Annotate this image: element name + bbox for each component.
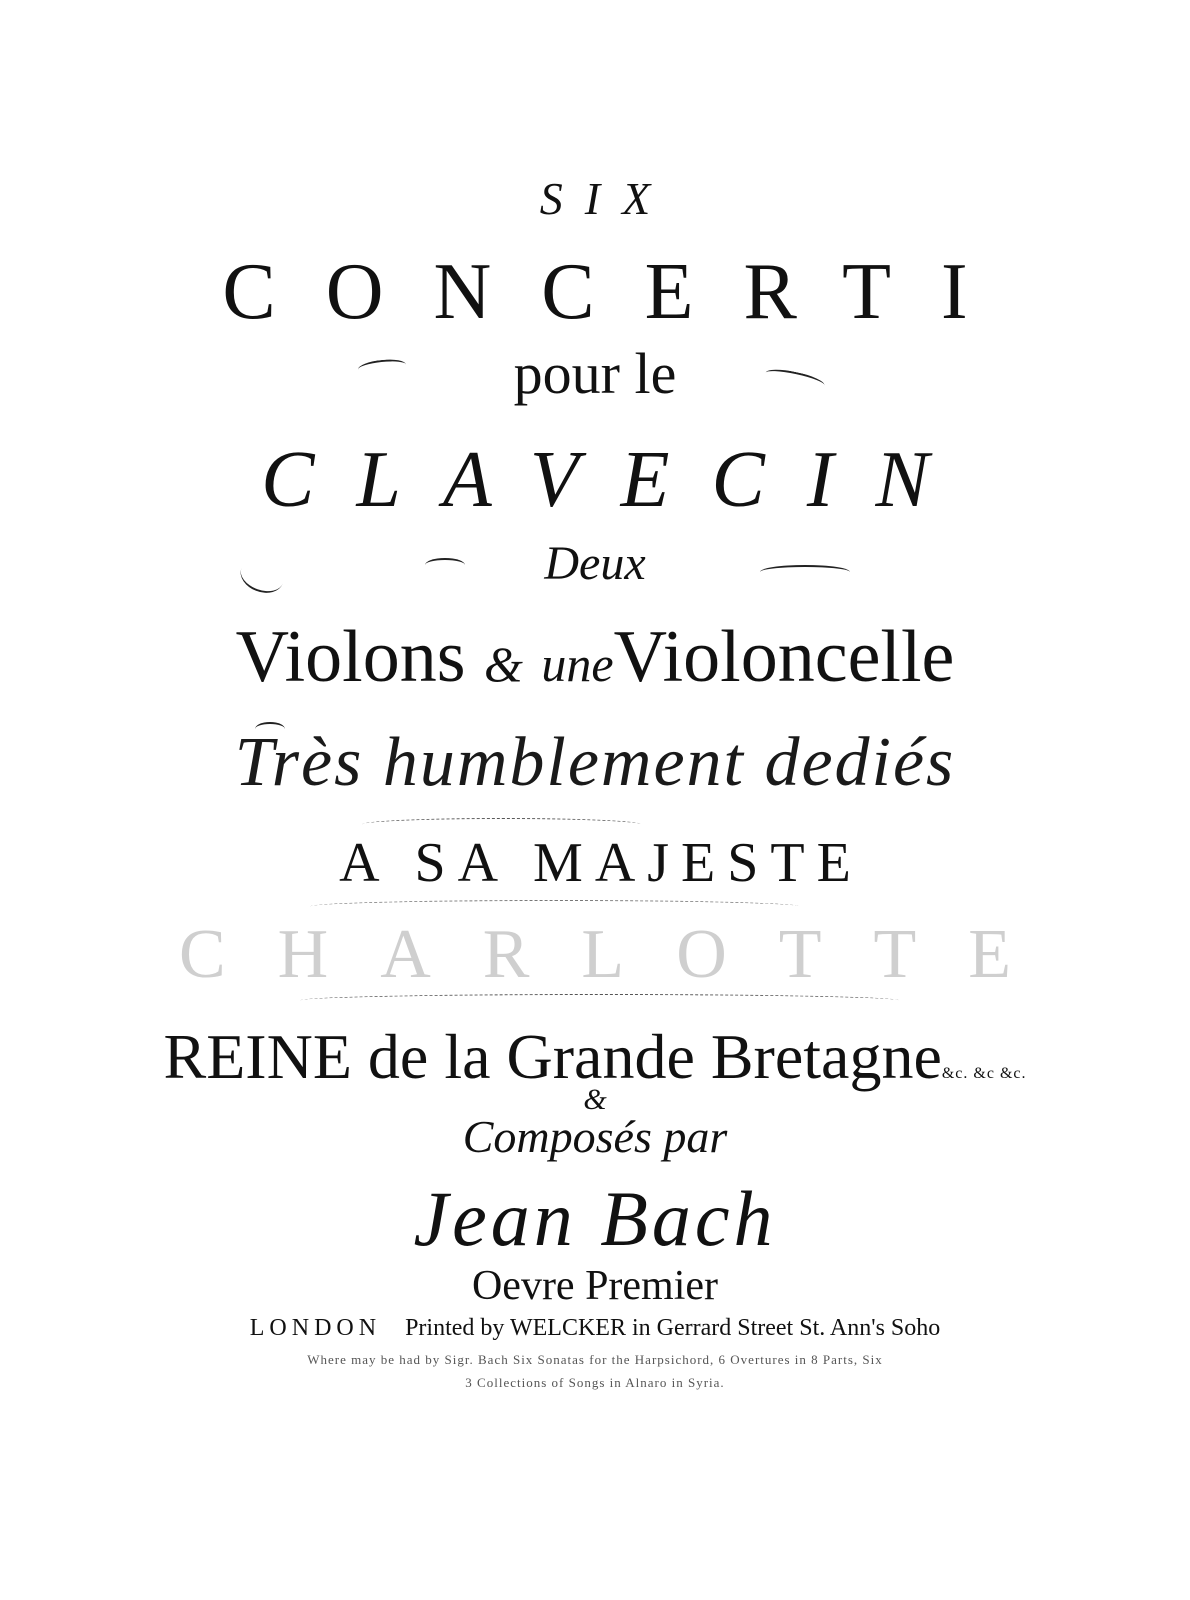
- violons-text: Violons: [235, 616, 466, 698]
- title-instruments: [0, 616, 1190, 698]
- london-text: LONDON: [249, 1315, 382, 1341]
- etc-text: &c. &c &c.: [941, 1065, 1027, 1082]
- imprint-line-1: Where may be had by Sigr. Bach Six Sonatas for the Harpsichord, 6 Overtures in 8 Parts, Six: [307, 1352, 883, 1367]
- violoncelle-text: Violoncelle: [613, 616, 955, 698]
- title-six: SIX: [539, 173, 673, 224]
- ampersand-ornament: &: [583, 1083, 607, 1116]
- imprint-line-2: 3 Collections of Songs in Alnaro in Syria.: [465, 1375, 725, 1390]
- oeuvre-text: Oevre Premier: [471, 1263, 719, 1309]
- composes-par-text: Composés par: [462, 1111, 728, 1162]
- printed-by-text: Printed by WELCKER in Gerrard Street St. Ann's Soho: [405, 1315, 941, 1341]
- title-clavecin: CLAVECIN: [261, 436, 971, 524]
- title-pour-le: pour le: [513, 341, 677, 406]
- dedication-text: Très humblement dediés: [234, 724, 956, 801]
- title-concerti: CONCERTI: [222, 248, 1018, 336]
- charlotte-text: CHARLOTTE: [178, 916, 1064, 993]
- composer-name: Jean Bach: [413, 1175, 777, 1262]
- reine-main-text: REINE de la Grande Bretagne: [163, 1021, 942, 1092]
- flourish-ornament: [300, 994, 900, 1007]
- reine-text: [0, 1021, 1190, 1092]
- a-sa-majeste-text: A SA MAJESTE: [339, 832, 863, 894]
- flourish-ornament: [362, 818, 642, 831]
- ampersand-text: &: [484, 636, 523, 692]
- une-text: une: [541, 636, 614, 692]
- flourish-ornament: [310, 900, 800, 913]
- title-deux: Deux: [544, 537, 646, 590]
- flourish-ornament: [760, 565, 850, 579]
- imprint-london: [0, 1316, 1190, 1340]
